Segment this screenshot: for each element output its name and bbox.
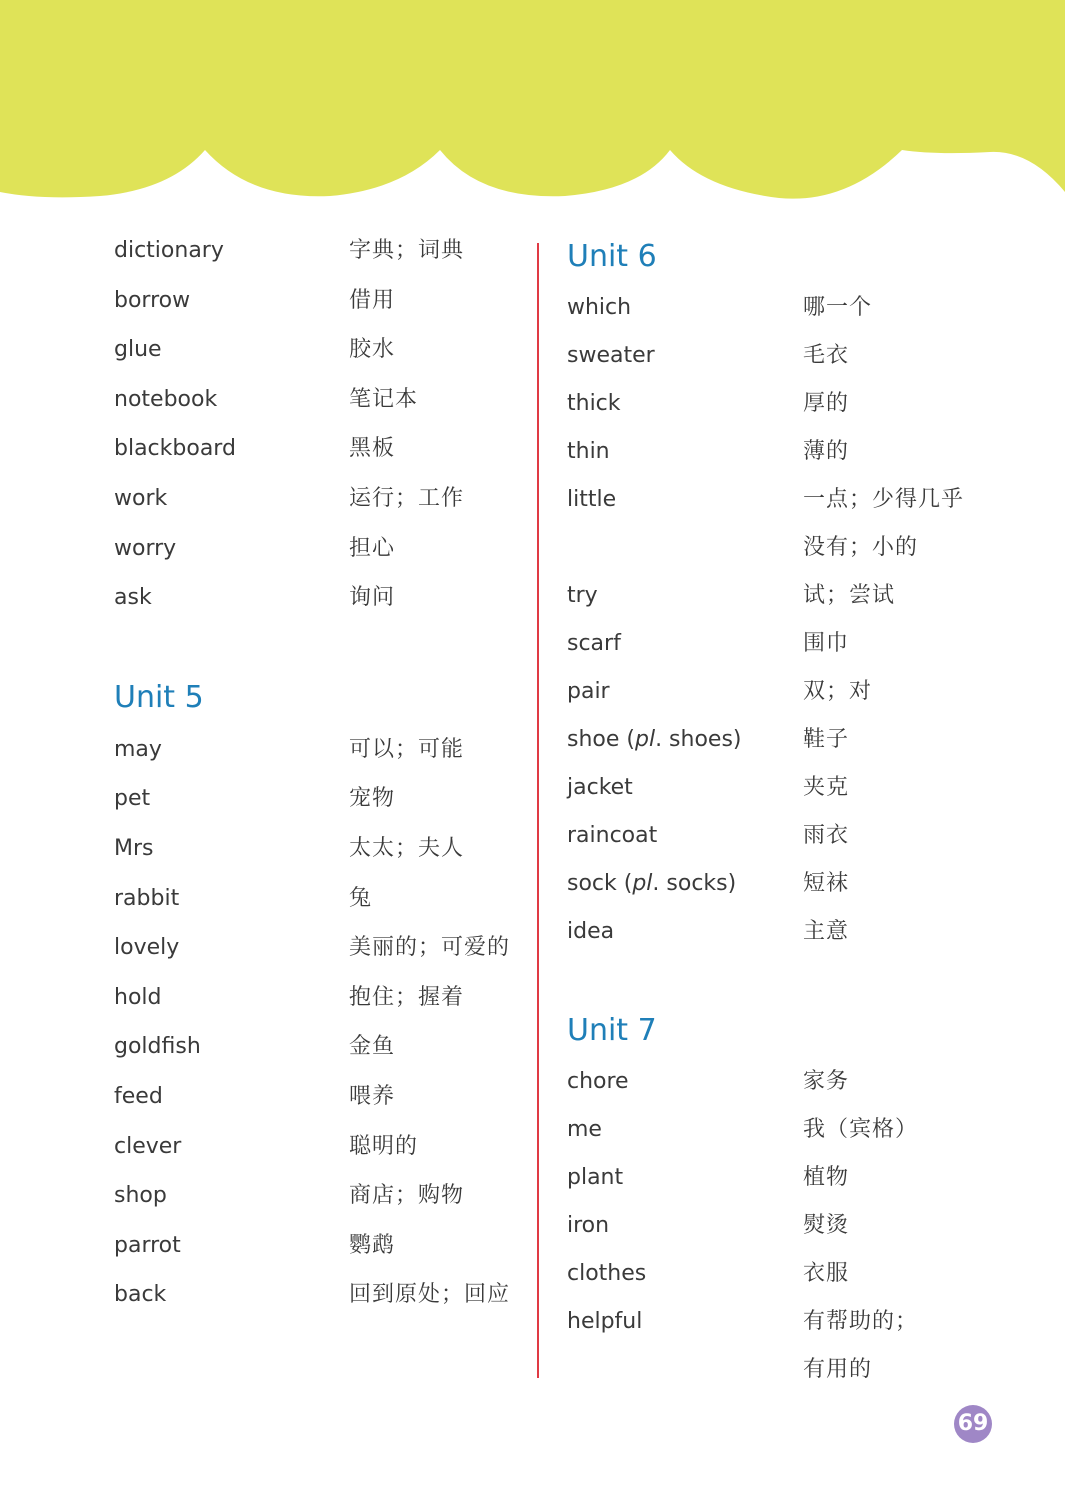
chinese-meaning: 衣服	[803, 1261, 850, 1286]
english-word: pair	[567, 679, 610, 704]
chinese-meaning: 有帮助的；	[803, 1309, 919, 1334]
english-word	[567, 716, 742, 764]
english-word: which	[567, 295, 632, 320]
unit5-word-list	[114, 725, 524, 1320]
vocab-row	[567, 572, 1037, 620]
chinese-meaning: 围巾	[803, 631, 850, 656]
english-word: lovely	[114, 935, 180, 961]
vocab-row	[567, 1298, 1037, 1346]
chinese-meaning: 询问	[349, 585, 396, 611]
vocab-row	[567, 428, 1037, 476]
chinese-meaning: 没有；小的	[803, 535, 919, 560]
vocab-row	[567, 668, 1037, 716]
vocab-row	[114, 774, 524, 824]
english-word: clothes	[567, 1261, 647, 1286]
page-number-badge: 69	[954, 1405, 992, 1443]
english-word: glue	[114, 337, 162, 363]
plural-abbrev: pl	[632, 871, 653, 896]
english-word: Mrs	[114, 835, 154, 861]
banner-shape	[0, 0, 1065, 199]
english-word-part: shoe (	[567, 727, 635, 752]
chinese-meaning: 毛衣	[803, 343, 850, 368]
english-word: blackboard	[114, 436, 236, 462]
chinese-meaning: 笔记本	[349, 386, 419, 412]
english-word: jacket	[567, 775, 633, 800]
vocab-row	[567, 860, 1037, 908]
english-word: rabbit	[114, 885, 180, 911]
vocab-row	[567, 1106, 1037, 1154]
vocab-row	[114, 824, 524, 874]
vocab-row	[567, 620, 1037, 668]
chinese-meaning: 兔	[349, 885, 373, 911]
english-word: raincoat	[567, 823, 658, 848]
chinese-meaning: 喂养	[349, 1083, 396, 1109]
vocab-row	[114, 725, 524, 775]
chinese-meaning: 金鱼	[349, 1034, 396, 1060]
chinese-meaning: 熨烫	[803, 1213, 850, 1238]
english-word-part: . shoes)	[655, 727, 742, 752]
chinese-meaning: 商店；购物	[349, 1183, 465, 1209]
vocab-row	[114, 276, 524, 326]
english-word: iron	[567, 1213, 610, 1238]
chinese-meaning: 夹克	[803, 775, 850, 800]
vocab-row	[114, 524, 524, 574]
chinese-meaning: 植物	[803, 1165, 850, 1190]
chinese-meaning: 哪一个	[803, 295, 873, 320]
vocab-row	[567, 332, 1037, 380]
unit6-title: Unit 6	[567, 239, 657, 274]
vocab-row	[114, 226, 524, 276]
chinese-meaning: 回到原处；回应	[349, 1282, 511, 1308]
english-word-part: . socks)	[652, 871, 737, 896]
english-word: helpful	[567, 1309, 643, 1334]
english-word: dictionary	[114, 238, 224, 263]
english-word: little	[567, 487, 617, 512]
english-word: clever	[114, 1133, 182, 1159]
english-word: goldfish	[114, 1034, 201, 1060]
vocab-row	[114, 424, 524, 474]
scalloped-banner	[0, 0, 1065, 200]
vocab-row	[114, 1221, 524, 1271]
english-word: me	[567, 1117, 602, 1142]
chinese-meaning: 短袜	[803, 871, 850, 896]
vocab-row	[567, 524, 1037, 572]
english-word: borrow	[114, 287, 191, 313]
vocab-row	[114, 1270, 524, 1320]
english-word: try	[567, 583, 598, 608]
english-word-part: sock (	[567, 871, 633, 896]
vocab-row	[567, 764, 1037, 812]
chinese-meaning: 抱住；握着	[349, 984, 465, 1010]
chinese-meaning: 试；尝试	[803, 583, 896, 608]
vocab-row	[114, 325, 524, 375]
vocab-row	[567, 1250, 1037, 1298]
chinese-meaning: 薄的	[803, 439, 850, 464]
english-word: may	[114, 736, 162, 762]
chinese-meaning: 胶水	[349, 337, 396, 363]
vocab-row	[114, 1122, 524, 1172]
chinese-meaning: 黑板	[349, 436, 396, 462]
chinese-meaning: 厚的	[803, 391, 850, 416]
vocab-row	[114, 1171, 524, 1221]
plural-abbrev: pl	[634, 727, 656, 752]
chinese-meaning: 鞋子	[803, 727, 850, 752]
chinese-meaning: 担心	[349, 535, 396, 561]
english-word: idea	[567, 919, 615, 944]
chinese-meaning: 鹦鹉	[349, 1232, 396, 1258]
english-word	[567, 860, 736, 908]
chinese-meaning: 家务	[803, 1069, 850, 1094]
unit5-title: Unit 5	[114, 679, 204, 715]
vocab-row	[114, 874, 524, 924]
right-column	[567, 226, 1037, 1394]
vocab-row	[114, 973, 524, 1023]
chinese-meaning: 我（宾格）	[803, 1117, 919, 1142]
english-word: scarf	[567, 631, 621, 656]
vocab-row	[114, 923, 524, 973]
english-word: feed	[114, 1083, 163, 1109]
english-word: parrot	[114, 1232, 181, 1258]
vocab-row	[567, 908, 1037, 956]
vocab-row	[114, 573, 524, 623]
vocab-row	[114, 1022, 524, 1072]
chinese-meaning: 雨衣	[803, 823, 850, 848]
vocab-row	[114, 1072, 524, 1122]
chinese-meaning: 美丽的；可爱的	[349, 935, 511, 961]
chinese-meaning: 一点；少得几乎	[803, 487, 965, 512]
unit7-title: Unit 7	[567, 1013, 657, 1048]
chinese-meaning: 太太；夫人	[349, 835, 465, 861]
vocab-row	[114, 474, 524, 524]
chinese-meaning: 借用	[349, 287, 396, 313]
unit7-word-list	[567, 1058, 1037, 1394]
chinese-meaning: 运行；工作	[349, 485, 465, 511]
chinese-meaning: 有用的	[803, 1357, 873, 1382]
chinese-meaning: 字典；词典	[349, 238, 465, 263]
english-word: plant	[567, 1165, 624, 1190]
english-word: worry	[114, 535, 177, 561]
english-word: thick	[567, 391, 621, 416]
chinese-meaning: 主意	[803, 919, 850, 944]
chinese-meaning: 聪明的	[349, 1133, 419, 1159]
english-word: notebook	[114, 386, 218, 412]
english-word: sweater	[567, 343, 655, 368]
english-word: pet	[114, 786, 151, 812]
left-column	[114, 226, 524, 1320]
vocab-row	[567, 812, 1037, 860]
word-list-continued	[114, 226, 524, 623]
vocab-row	[567, 1346, 1037, 1394]
english-word: chore	[567, 1069, 629, 1094]
vocab-row	[567, 1058, 1037, 1106]
english-word: hold	[114, 984, 162, 1010]
chinese-meaning: 可以；可能	[349, 736, 465, 762]
vocab-row	[567, 476, 1037, 524]
vocab-row	[567, 380, 1037, 428]
column-divider	[537, 243, 539, 1378]
vocab-row	[567, 1202, 1037, 1250]
english-word: work	[114, 485, 168, 511]
vocab-row	[114, 375, 524, 425]
english-word: shop	[114, 1183, 167, 1209]
english-word: back	[114, 1282, 167, 1308]
vocab-row	[567, 1154, 1037, 1202]
english-word: thin	[567, 439, 610, 464]
vocab-row	[567, 284, 1037, 332]
chinese-meaning: 宠物	[349, 786, 396, 812]
unit6-word-list	[567, 284, 1037, 956]
chinese-meaning: 双；对	[803, 679, 873, 704]
vocab-row	[567, 716, 1037, 764]
english-word: ask	[114, 585, 152, 611]
